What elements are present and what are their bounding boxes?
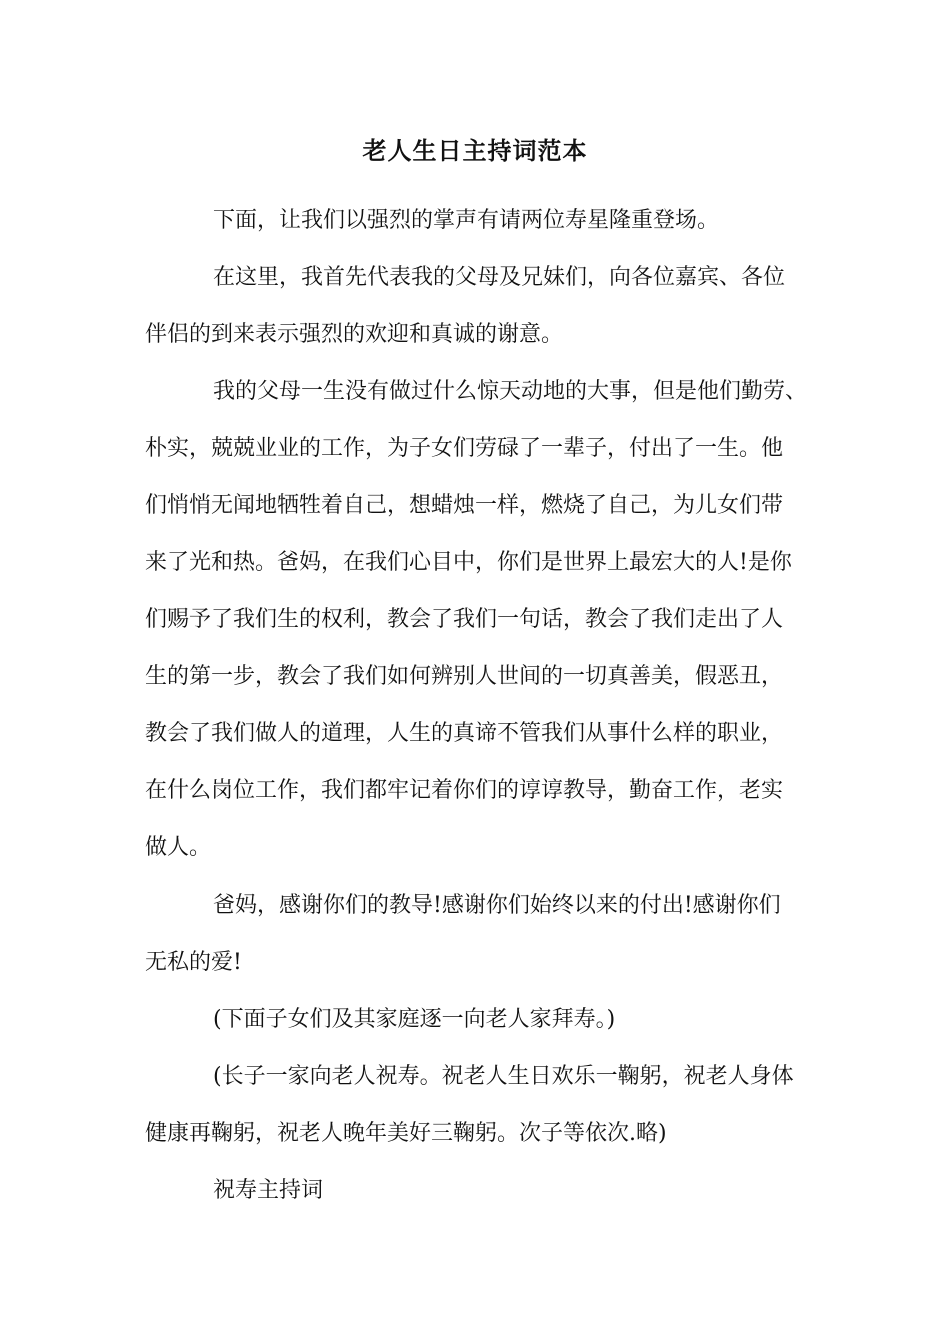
text-line: 我的父母一生没有做过什么惊天动地的大事，但是他们勤劳、 bbox=[213, 379, 808, 404]
text-line: 健康再鞠躬，祝老人晚年美好三鞠躬。次子等依次.略) bbox=[145, 1121, 667, 1146]
text-line: 在什么岗位工作，我们都牢记着你们的谆谆教导，勤奋工作，老实 bbox=[145, 778, 784, 803]
text-line: 下面，让我们以强烈的掌声有请两位寿星隆重登场。 bbox=[213, 208, 720, 233]
text-line: 来了光和热。爸妈，在我们心目中，你们是世界上最宏大的人!是你 bbox=[145, 550, 792, 575]
text-line: (下面子女们及其家庭逐一向老人家拜寿。) bbox=[213, 1007, 616, 1032]
text-line: 朴实，兢兢业业的工作，为子女们劳碌了一辈子，付出了一生。他 bbox=[145, 436, 784, 461]
text-line: 无私的爱! bbox=[145, 950, 242, 975]
text-line: 伴侣的到来表示强烈的欢迎和真诚的谢意。 bbox=[145, 322, 564, 347]
document-title: 老人生日主持词范本 bbox=[362, 136, 588, 165]
text-line: 教会了我们做人的道理，人生的真谛不管我们从事什么样的职业， bbox=[145, 721, 784, 746]
text-line: (长子一家向老人祝寿。祝老人生日欢乐一鞠躬，祝老人身体 bbox=[213, 1064, 794, 1089]
text-line: 生的第一步，教会了我们如何辨别人世间的一切真善美，假恶丑， bbox=[145, 664, 784, 689]
text-line: 做人。 bbox=[145, 835, 212, 860]
text-line: 们赐予了我们生的权利，教会了我们一句话，教会了我们走出了人 bbox=[145, 607, 784, 632]
text-line: 爸妈，感谢你们的教导!感谢你们始终以来的付出!感谢你们 bbox=[213, 893, 781, 918]
text-line: 们悄悄无闻地牺牲着自己，想蜡烛一样，燃烧了自己，为儿女们带 bbox=[145, 493, 784, 518]
text-line: 祝寿主持词 bbox=[213, 1178, 324, 1203]
text-line: 在这里，我首先代表我的父母及兄妹们，向各位嘉宾、各位 bbox=[213, 265, 786, 290]
